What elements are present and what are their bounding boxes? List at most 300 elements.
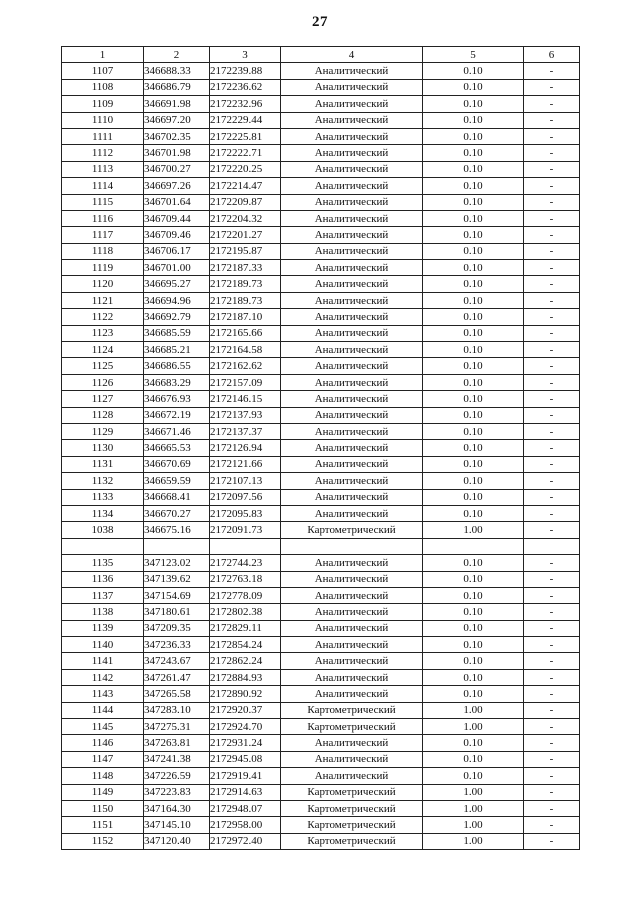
accuracy-cell: 0.10 [423,735,524,751]
note-cell: - [524,194,580,210]
x-coordinate-cell: 347180.61 [144,604,210,620]
accuracy-cell: 0.10 [423,604,524,620]
accuracy-cell: 0.10 [423,309,524,325]
accuracy-cell: 0.10 [423,555,524,571]
method-cell: Аналитический [281,292,423,308]
table-row [62,604,580,620]
table-row [62,555,580,571]
table-row [62,833,580,849]
point-number-cell: 1123 [62,325,144,341]
accuracy-cell: 0.10 [423,407,524,423]
table-row [62,440,580,456]
accuracy-cell: 1.00 [423,522,524,538]
y-coordinate-cell: 2172187.10 [210,309,281,325]
accuracy-cell: 0.10 [423,161,524,177]
x-coordinate-cell: 347154.69 [144,587,210,603]
point-number-cell: 1121 [62,292,144,308]
table-row [62,292,580,308]
note-cell: - [524,587,580,603]
accuracy-cell: 0.10 [423,145,524,161]
table-row [62,227,580,243]
note-cell: - [524,243,580,259]
point-number-cell: 1129 [62,423,144,439]
point-number-cell: 1150 [62,800,144,816]
table-row [62,800,580,816]
x-coordinate-cell: 347275.31 [144,719,210,735]
note-cell: - [524,456,580,472]
y-coordinate-cell: 2172220.25 [210,161,281,177]
note-cell: - [524,440,580,456]
y-coordinate-cell: 2172095.83 [210,505,281,521]
point-number-cell: 1146 [62,735,144,751]
note-cell: - [524,489,580,505]
y-coordinate-cell: 2172214.47 [210,178,281,194]
note-cell: - [524,719,580,735]
table-row [62,686,580,702]
note-cell: - [524,79,580,95]
accuracy-cell: 0.10 [423,276,524,292]
table-row [62,669,580,685]
x-coordinate-cell: 346675.16 [144,522,210,538]
table-row [62,309,580,325]
method-cell: Картометрический [281,800,423,816]
point-number-cell: 1115 [62,194,144,210]
table-body [62,47,580,850]
point-number-cell: 1145 [62,719,144,735]
table-row [62,128,580,144]
x-coordinate-cell: 347243.67 [144,653,210,669]
point-number-cell: 1134 [62,505,144,521]
method-cell: Картометрический [281,702,423,718]
method-cell: Картометрический [281,833,423,849]
accuracy-cell: 0.10 [423,194,524,210]
y-coordinate-cell: 2172778.09 [210,587,281,603]
accuracy-cell: 0.10 [423,227,524,243]
point-number-cell: 1038 [62,522,144,538]
accuracy-cell: 0.10 [423,751,524,767]
y-coordinate-cell: 2172829.11 [210,620,281,636]
y-coordinate-cell: 2172763.18 [210,571,281,587]
x-coordinate-cell: 346686.79 [144,79,210,95]
y-coordinate-cell: 2172945.08 [210,751,281,767]
note-cell: - [524,751,580,767]
point-number-cell: 1131 [62,456,144,472]
x-coordinate-cell: 346676.93 [144,391,210,407]
point-number-cell: 1151 [62,817,144,833]
method-cell: Аналитический [281,342,423,358]
method-cell [281,538,423,554]
table-row [62,407,580,423]
method-cell: Картометрический [281,719,423,735]
method-cell: Аналитический [281,571,423,587]
accuracy-cell: 1.00 [423,702,524,718]
y-coordinate-cell: 2172236.62 [210,79,281,95]
note-cell: - [524,374,580,390]
accuracy-cell: 0.10 [423,768,524,784]
y-coordinate-cell: 2172126.94 [210,440,281,456]
method-cell: Аналитический [281,227,423,243]
method-cell: Аналитический [281,276,423,292]
x-coordinate-cell: 347226.59 [144,768,210,784]
note-cell: - [524,686,580,702]
table-row [62,505,580,521]
note-cell: - [524,653,580,669]
x-coordinate-cell: 347123.02 [144,555,210,571]
x-coordinate-cell: 346671.46 [144,423,210,439]
point-number-cell: 1112 [62,145,144,161]
y-coordinate-cell: 2172189.73 [210,276,281,292]
accuracy-cell: 0.10 [423,63,524,79]
table-row [62,374,580,390]
accuracy-cell: 0.10 [423,489,524,505]
method-cell: Аналитический [281,620,423,636]
accuracy-cell: 0.10 [423,96,524,112]
note-cell: - [524,817,580,833]
note-cell: - [524,735,580,751]
y-coordinate-cell: 2172931.24 [210,735,281,751]
method-cell: Аналитический [281,161,423,177]
note-cell: - [524,128,580,144]
y-coordinate-cell: 2172091.73 [210,522,281,538]
table-row [62,79,580,95]
y-coordinate-cell: 2172097.56 [210,489,281,505]
method-cell: Аналитический [281,637,423,653]
table-row [62,653,580,669]
point-number-cell: 1143 [62,686,144,702]
accuracy-cell: 0.10 [423,79,524,95]
point-number-cell: 1122 [62,309,144,325]
table-row [62,735,580,751]
point-number-cell: 1116 [62,210,144,226]
table-row [62,456,580,472]
accuracy-cell: 0.10 [423,178,524,194]
table-row [62,112,580,128]
x-coordinate-cell: 347283.10 [144,702,210,718]
x-coordinate-cell: 347236.33 [144,637,210,653]
method-cell: Аналитический [281,309,423,325]
point-number-cell: 1133 [62,489,144,505]
x-coordinate-cell: 346672.19 [144,407,210,423]
x-coordinate-cell: 346694.96 [144,292,210,308]
accuracy-cell: 0.10 [423,342,524,358]
point-number-cell: 1108 [62,79,144,95]
point-number-cell: 1113 [62,161,144,177]
x-coordinate-cell: 347241.38 [144,751,210,767]
point-number-cell: 1138 [62,604,144,620]
method-cell: Аналитический [281,96,423,112]
y-coordinate-cell: 2172890.92 [210,686,281,702]
y-coordinate-cell: 2172107.13 [210,473,281,489]
y-coordinate-cell: 2172862.24 [210,653,281,669]
accuracy-cell: 0.10 [423,637,524,653]
point-number-cell: 1139 [62,620,144,636]
accuracy-cell: 0.10 [423,456,524,472]
point-number-cell: 1119 [62,260,144,276]
note-cell: - [524,669,580,685]
point-number-cell: 1127 [62,391,144,407]
point-number-cell: 1124 [62,342,144,358]
accuracy-cell [423,538,524,554]
method-cell: Аналитический [281,604,423,620]
method-cell: Картометрический [281,817,423,833]
table-row [62,489,580,505]
header-cell-4: 4 [281,47,423,63]
table-row [62,96,580,112]
table-row [62,145,580,161]
method-cell: Аналитический [281,407,423,423]
table-row [62,260,580,276]
header-cell-5: 5 [423,47,524,63]
y-coordinate-cell: 2172744.23 [210,555,281,571]
accuracy-cell: 0.10 [423,210,524,226]
point-number-cell: 1130 [62,440,144,456]
note-cell: - [524,784,580,800]
y-coordinate-cell: 2172919.41 [210,768,281,784]
x-coordinate-cell: 347139.62 [144,571,210,587]
accuracy-cell: 0.10 [423,423,524,439]
method-cell: Аналитический [281,555,423,571]
method-cell: Аналитический [281,210,423,226]
x-coordinate-cell: 346670.27 [144,505,210,521]
x-coordinate-cell: 346668.41 [144,489,210,505]
x-coordinate-cell: 346670.69 [144,456,210,472]
accuracy-cell: 1.00 [423,719,524,735]
method-cell: Аналитический [281,768,423,784]
y-coordinate-cell: 2172157.09 [210,374,281,390]
note-cell: - [524,407,580,423]
note-cell: - [524,637,580,653]
method-cell: Аналитический [281,489,423,505]
method-cell: Аналитический [281,63,423,79]
table-row [62,587,580,603]
method-cell: Аналитический [281,751,423,767]
accuracy-cell: 0.10 [423,325,524,341]
x-coordinate-cell: 346709.46 [144,227,210,243]
y-coordinate-cell: 2172225.81 [210,128,281,144]
accuracy-cell: 0.10 [423,653,524,669]
x-coordinate-cell: 346706.17 [144,243,210,259]
y-coordinate-cell: 2172958.00 [210,817,281,833]
table-row [62,637,580,653]
x-coordinate-cell: 347120.40 [144,833,210,849]
note-cell: - [524,96,580,112]
accuracy-cell: 0.10 [423,374,524,390]
point-number-cell: 1126 [62,374,144,390]
point-number-cell: 1114 [62,178,144,194]
accuracy-cell: 0.10 [423,571,524,587]
table-row [62,751,580,767]
method-cell: Аналитический [281,178,423,194]
method-cell: Аналитический [281,358,423,374]
y-coordinate-cell: 2172222.71 [210,145,281,161]
point-number-cell: 1135 [62,555,144,571]
note-cell: - [524,358,580,374]
point-number-cell: 1118 [62,243,144,259]
table-row [62,768,580,784]
y-coordinate-cell: 2172239.88 [210,63,281,79]
table-row [62,194,580,210]
y-coordinate-cell: 2172137.93 [210,407,281,423]
note-cell: - [524,276,580,292]
y-coordinate-cell: 2172195.87 [210,243,281,259]
method-cell: Аналитический [281,128,423,144]
accuracy-cell: 0.10 [423,620,524,636]
note-cell: - [524,800,580,816]
y-coordinate-cell: 2172146.15 [210,391,281,407]
point-number-cell: 1107 [62,63,144,79]
point-number-cell: 1110 [62,112,144,128]
table-row [62,522,580,538]
x-coordinate-cell: 346683.29 [144,374,210,390]
note-cell: - [524,833,580,849]
x-coordinate-cell: 346686.55 [144,358,210,374]
x-coordinate-cell: 346702.35 [144,128,210,144]
method-cell: Аналитический [281,735,423,751]
method-cell: Аналитический [281,669,423,685]
method-cell: Аналитический [281,112,423,128]
y-coordinate-cell: 2172121.66 [210,456,281,472]
x-coordinate-cell: 347223.83 [144,784,210,800]
note-cell: - [524,620,580,636]
method-cell: Картометрический [281,784,423,800]
y-coordinate-cell: 2172884.93 [210,669,281,685]
note-cell: - [524,768,580,784]
method-cell: Картометрический [281,522,423,538]
point-number-cell: 1136 [62,571,144,587]
page-number: 27 [312,14,328,30]
table-row [62,784,580,800]
y-coordinate-cell: 2172201.27 [210,227,281,243]
header-cell-3: 3 [210,47,281,63]
table-header-row [62,47,580,63]
method-cell: Аналитический [281,243,423,259]
method-cell: Аналитический [281,587,423,603]
table-row [62,620,580,636]
x-coordinate-cell: 346701.00 [144,260,210,276]
y-coordinate-cell: 2172854.24 [210,637,281,653]
accuracy-cell: 0.10 [423,391,524,407]
table-row [62,817,580,833]
point-number-cell: 1141 [62,653,144,669]
point-number-cell: 1137 [62,587,144,603]
y-coordinate-cell: 2172914.63 [210,784,281,800]
note-cell: - [524,342,580,358]
note-cell: - [524,210,580,226]
method-cell: Аналитический [281,260,423,276]
y-coordinate-cell: 2172924.70 [210,719,281,735]
x-coordinate-cell: 346665.53 [144,440,210,456]
x-coordinate-cell: 346701.98 [144,145,210,161]
note-cell: - [524,423,580,439]
method-cell: Аналитический [281,653,423,669]
x-coordinate-cell: 346695.27 [144,276,210,292]
method-cell: Аналитический [281,79,423,95]
method-cell: Аналитический [281,391,423,407]
point-number-cell: 1125 [62,358,144,374]
table-row [62,178,580,194]
point-number-cell: 1111 [62,128,144,144]
x-coordinate-cell: 347209.35 [144,620,210,636]
table-row [62,391,580,407]
point-number-cell: 1120 [62,276,144,292]
table-row [62,719,580,735]
y-coordinate-cell: 2172209.87 [210,194,281,210]
note-cell: - [524,555,580,571]
y-coordinate-cell: 2172920.37 [210,702,281,718]
note-cell: - [524,309,580,325]
note-cell: - [524,505,580,521]
note-cell: - [524,292,580,308]
x-coordinate-cell: 346659.59 [144,473,210,489]
x-coordinate-cell: 346701.64 [144,194,210,210]
note-cell: - [524,391,580,407]
x-coordinate-cell: 346685.21 [144,342,210,358]
y-coordinate-cell [210,538,281,554]
note-cell: - [524,473,580,489]
note-cell: - [524,325,580,341]
accuracy-cell: 1.00 [423,784,524,800]
x-coordinate-cell: 347263.81 [144,735,210,751]
point-number-cell: 1109 [62,96,144,112]
accuracy-cell: 0.10 [423,473,524,489]
accuracy-cell: 0.10 [423,260,524,276]
table-row [62,161,580,177]
table-row [62,571,580,587]
point-number-cell: 1149 [62,784,144,800]
x-coordinate-cell: 346692.79 [144,309,210,325]
point-number-cell: 1132 [62,473,144,489]
accuracy-cell: 0.10 [423,292,524,308]
point-number-cell: 1128 [62,407,144,423]
note-cell: - [524,178,580,194]
header-cell-1: 1 [62,47,144,63]
x-coordinate-cell: 347261.47 [144,669,210,685]
point-number-cell [62,538,144,554]
x-coordinate-cell: 347265.58 [144,686,210,702]
point-number-cell: 1142 [62,669,144,685]
accuracy-cell: 1.00 [423,817,524,833]
y-coordinate-cell: 2172972.40 [210,833,281,849]
table-row [62,702,580,718]
method-cell: Аналитический [281,440,423,456]
note-cell: - [524,227,580,243]
note-cell: - [524,260,580,276]
method-cell: Аналитический [281,145,423,161]
x-coordinate-cell: 347145.10 [144,817,210,833]
note-cell: - [524,571,580,587]
method-cell: Аналитический [281,325,423,341]
method-cell: Аналитический [281,473,423,489]
y-coordinate-cell: 2172164.58 [210,342,281,358]
note-cell: - [524,63,580,79]
y-coordinate-cell: 2172165.66 [210,325,281,341]
point-number-cell: 1147 [62,751,144,767]
y-coordinate-cell: 2172189.73 [210,292,281,308]
x-coordinate-cell: 346700.27 [144,161,210,177]
x-coordinate-cell: 347164.30 [144,800,210,816]
point-number-cell: 1140 [62,637,144,653]
method-cell: Аналитический [281,374,423,390]
y-coordinate-cell: 2172229.44 [210,112,281,128]
x-coordinate-cell: 346697.20 [144,112,210,128]
note-cell: - [524,522,580,538]
accuracy-cell: 0.10 [423,587,524,603]
y-coordinate-cell: 2172232.96 [210,96,281,112]
note-cell: - [524,604,580,620]
x-coordinate-cell [144,538,210,554]
note-cell [524,538,580,554]
accuracy-cell: 0.10 [423,243,524,259]
